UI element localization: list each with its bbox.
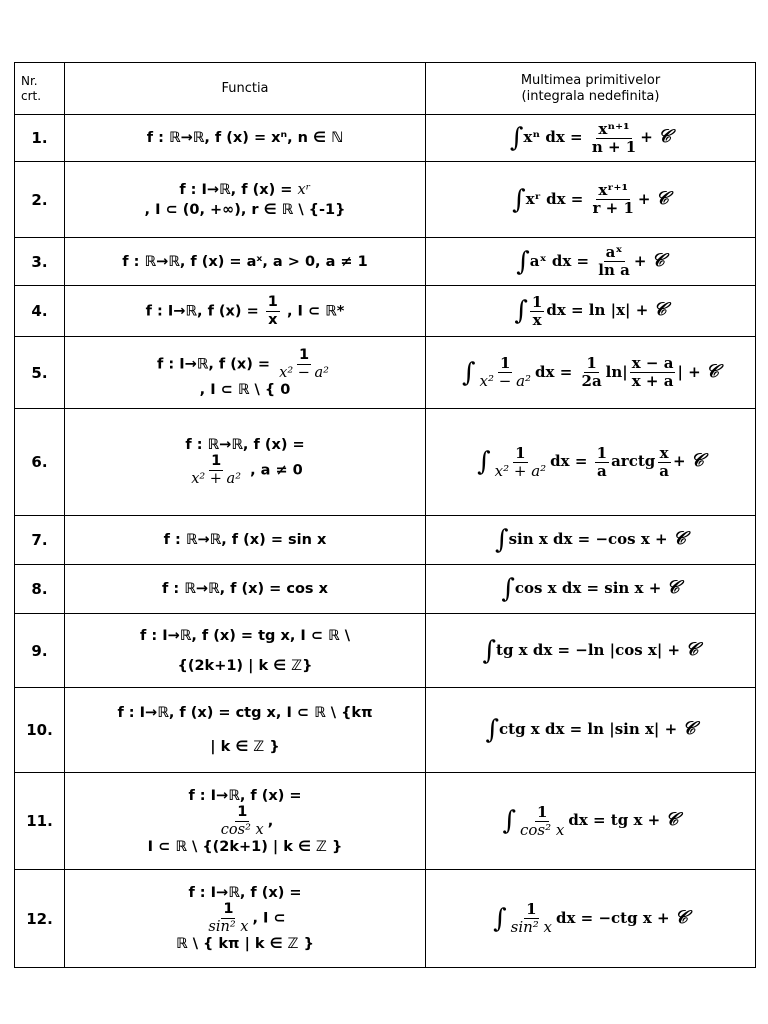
integral-formula: ∫aˣ dx = $\frac{\text{aˣ}}{\text{ln a}}$ + 𝒞 [516,243,665,279]
function-domain: , I ⊂ (0, +∞), r ∈ ℝ \ {-1} [144,201,346,218]
header-prim-line2: (integrala nedefinita) [521,88,660,104]
integral-formula [485,715,696,745]
denominator: x² + a² [494,461,547,480]
constant: 𝒞 [651,249,665,271]
table-row [15,614,756,688]
row-number: 3. [15,238,65,286]
numerator: aˣ [605,243,623,261]
fraction [630,355,676,390]
integral-formula [501,574,680,604]
function-domain: ℝ \ { kπ | k ∈ ℤ } [176,936,314,952]
integral-cell [426,516,756,565]
function-cell [65,337,426,409]
function-part-b: , I ⊂ [252,910,286,927]
integral-formula: ∫xʳ dx = $\frac{\text{xʳ⁺¹}}{r + 1}$ + 𝒞 [512,181,669,217]
arctg-label: arctg [611,452,656,470]
denominator: sin² x [510,918,553,936]
integral-cell [426,409,756,516]
constant: 𝒞 [685,638,699,660]
fraction [530,294,544,329]
function-fraction [219,804,266,839]
numerator: xⁿ⁺¹ [598,119,630,138]
integral-rhs: dx = ln |x| + [546,301,649,319]
function-fraction [277,347,331,382]
table-row [15,773,756,870]
table-row [15,870,756,968]
denominator: x + a [631,372,674,390]
fraction [590,121,638,156]
constant: 𝒞 [705,360,720,382]
integral-formula: ∫ $\frac{1}{\text{x² − a²}}$ dx = $\frac{1}{2a}$ ln| $\frac{x - a}{x + a}$ | + 𝒞 [461,354,720,390]
denominator: r + 1 [592,199,634,217]
integral-mid: dx = [550,452,588,470]
integral-cell [426,337,756,409]
numerator: 1 [596,443,608,462]
fraction [580,355,604,390]
row-number: 2. [15,162,65,238]
integral-cell [426,870,756,968]
table-row [15,286,756,337]
integral-rhs: dx = tg x + [568,811,661,829]
function-domain: , a ≠ 0 [250,462,303,478]
function-cell [65,162,426,238]
table-row [15,688,756,773]
numerator: x − a [631,354,674,372]
function-domain: | k ∈ ℤ } [210,739,280,755]
row-number: 5. [15,337,65,409]
constant: 𝒞 [655,187,669,209]
function-cell [65,688,426,773]
function-domain: , I ⊂ ℝ* [286,303,345,319]
function-cell: f : ℝ→ℝ, f (x) = aˣ, a > 0, a ≠ 1 [65,238,426,286]
integral-formula [482,635,699,666]
integral-sign: ∫ [516,246,530,277]
fraction [478,355,534,390]
numerator: 1 [237,803,248,820]
row-number: 4. [15,286,65,337]
integral-lhs: xⁿ dx = [523,128,583,146]
table-row [15,337,756,409]
table-row [15,115,756,162]
integral-cell [426,688,756,773]
header-prim-line1: Multimea primitivelor [520,72,661,88]
integral-cell [426,162,756,238]
function-domain: {(2k+1) | k ∈ ℤ} [177,657,313,674]
numerator: 1 [526,900,537,918]
integral-sign: ∫ [461,357,476,388]
numerator: 1 [536,802,548,821]
header-primitive [426,63,756,115]
integral-formula: ∫xⁿ dx = $\frac{\text{xⁿ⁺¹}}{n + 1}$ + 𝒞 [509,119,672,156]
row-number: 8. [15,565,65,614]
numerator: 1 [267,293,278,310]
integral-cell [426,238,756,286]
function-cell: f : ℝ→ℝ, f (x) = xⁿ, n ∈ ℕ [65,115,426,162]
denominator: cos² x [220,821,264,838]
denominator: cos² x [519,820,565,839]
denominator: a [659,461,669,480]
row-number: 10. [15,688,65,773]
table-row [15,238,756,286]
function-cell [65,870,426,968]
function-cell: f : ℝ→ℝ, f (x) = cos x [65,565,426,614]
header-crt-label: crt. [21,88,42,103]
function-fraction [266,294,280,329]
integral-cell [426,773,756,870]
function-part: f : I→ℝ, f (x) = [188,787,302,804]
integral-sign: ∫ [514,296,528,326]
numerator: x [659,443,669,462]
table-row [15,162,756,238]
denominator: n + 1 [591,137,637,156]
denominator: sin² x [208,919,249,935]
integral-text: tg x dx = −ln |cos x| + [496,640,681,659]
denominator: x [532,310,542,329]
function-cell: f : I→ℝ, f (x) = $\frac{1}{\text{cos² x}}$ , I ⊂ ℝ \ {(2k+1) | k ∈ ℤ } [65,773,426,870]
function-cell [65,409,426,516]
ln-label: ln [605,362,623,381]
function-part: f : I→ℝ, f (x) = [145,303,259,319]
constant: 𝒞 [672,528,686,549]
constant: 𝒞 [665,809,679,830]
fraction [596,244,632,279]
integral-cell [426,115,756,162]
integral-rhs: dx = −ctg x + [556,908,670,927]
integral-sign: ∫ [482,635,497,666]
function-part: f : I→ℝ, f (x) = [157,356,271,373]
constant: 𝒞 [682,718,696,739]
function-cell [65,614,426,688]
numerator: 1 [586,354,597,372]
denominator: x² − a² [479,372,532,390]
fraction [595,445,609,480]
constant: 𝒞 [658,126,672,147]
numerator: 1 [223,901,234,917]
numerator: 1 [515,443,526,462]
function-part: f : I→ℝ, f (x) = [188,885,302,901]
integral-sign: ∫ [502,806,516,836]
fraction [518,804,566,839]
integral-formula: ∫ $\frac{1}{\text{x² + a²}}$ dx = $\frac{1}{a}$ arctg $\frac{x}{a}$ + 𝒞 [477,443,704,480]
denominator: a [596,461,607,480]
denominator: x² + a² [191,470,242,487]
denominator: x² − a² [279,365,329,381]
function-cell [65,286,426,337]
integral-sign: ∫ [477,447,491,477]
header-row [15,63,756,115]
integral-sign: ∫ [493,903,507,934]
header-nr-label: Nr. [21,73,38,88]
integral-sign: ∫ [501,574,515,604]
fraction [591,182,636,217]
constant: 𝒞 [674,906,688,928]
denominator: x [268,311,278,328]
integral-cell [426,614,756,688]
function-fraction [206,901,250,936]
numerator: xʳ⁺¹ [598,181,629,199]
integral-formula [495,525,686,555]
table-row [15,516,756,565]
table-row [15,565,756,614]
integral-text: ctg x dx = ln |sin x| + [499,720,678,738]
integral-sign: ∫ [512,184,526,215]
header-functia: Functia [65,63,426,115]
row-number: 12. [15,870,65,968]
numerator: 1 [211,452,222,469]
integral-cell [426,565,756,614]
function-part: f : I→ℝ, f (x) = tg x, I ⊂ ℝ \ [139,627,350,644]
row-number: 6. [15,409,65,516]
integral-sign: ∫ [495,525,509,555]
fraction [657,445,671,480]
table-row [15,409,756,516]
constant: 𝒞 [690,450,704,471]
row-number: 11. [15,773,65,870]
row-number: 9. [15,614,65,688]
function-domain: I ⊂ ℝ \ {(2k+1) | k ∈ ℤ } [147,838,343,855]
fraction [509,901,554,936]
denominator: 2a [581,372,602,390]
row-number: 7. [15,516,65,565]
integral-text: cos x dx = sin x + [514,579,662,597]
constant: 𝒞 [653,299,667,320]
function-domain: , I ⊂ ℝ \ { 0 [199,382,291,398]
integral-mid: dx = [535,362,573,381]
integral-formula [514,292,667,329]
function-cell: f : ℝ→ℝ, f (x) = sin x [65,516,426,565]
denominator: ln a [598,261,630,279]
numerator: 1 [531,292,543,311]
primitives-table [14,62,756,968]
fraction [493,445,549,480]
function-part: f : I→ℝ, f (x) = [179,181,293,198]
integral-sign: ∫ [509,123,524,153]
integral-lhs: xʳ dx = [525,189,584,208]
integral-formula [502,802,679,839]
header-nr [15,63,65,115]
integral-cell [426,286,756,337]
row-number: 1. [15,115,65,162]
function-fraction [189,453,243,488]
function-part: f : ℝ→ℝ, f (x) = [185,436,305,453]
numerator: 1 [500,354,511,372]
integral-lhs: aˣ dx = [529,251,590,270]
function-part: f : I→ℝ, f (x) = ctg x, I ⊂ ℝ \ {kπ [117,705,373,721]
numerator: 1 [299,347,310,363]
function-power: xʳ [297,181,311,198]
integral-text: sin x dx = −cos x + [508,530,668,548]
integral-formula [493,900,688,936]
constant: 𝒞 [666,577,680,598]
integral-sign: ∫ [485,715,500,745]
